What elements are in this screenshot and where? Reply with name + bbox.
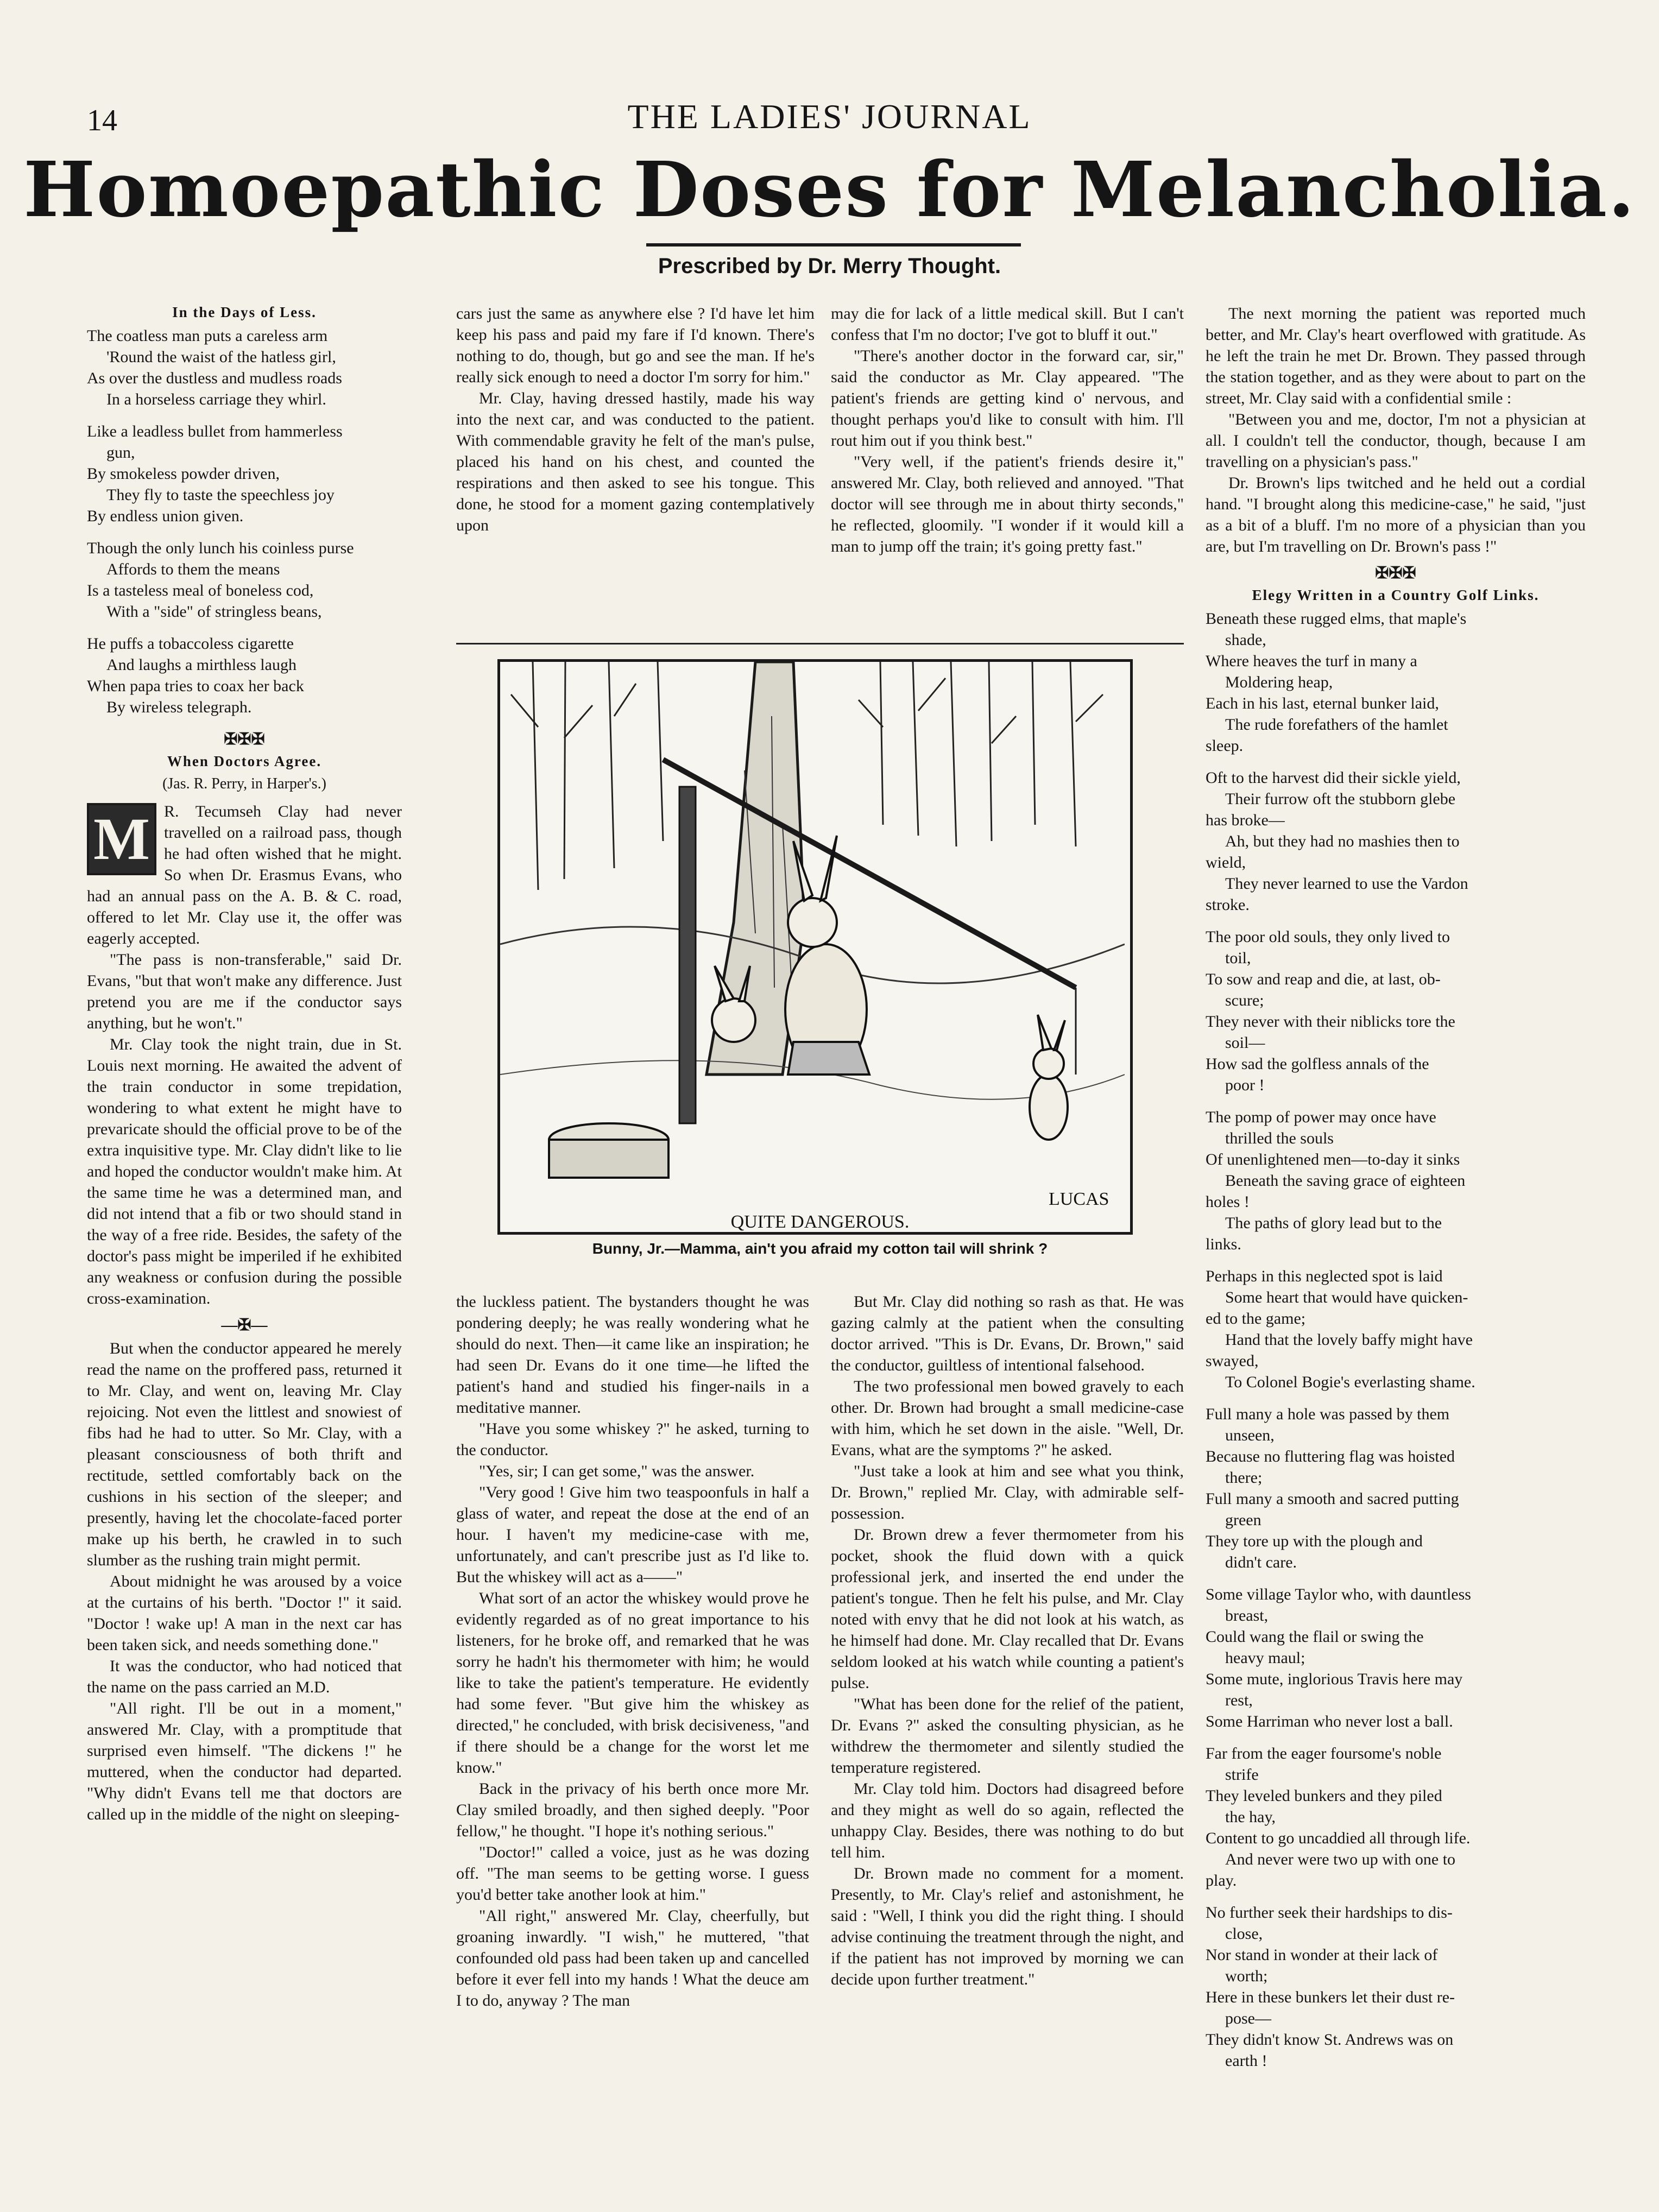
poem-line: Some Harriman who never lost a ball. xyxy=(1206,1712,1453,1731)
poem-line: Oft to the harvest did their sickle yield, xyxy=(1206,769,1461,787)
paragraph: "Very good ! Give him two teaspoonfuls in half a glass of water, and repeat the dose at the end of an hour. I haven't my medicine-case with me, unfortunately, and can't prescribe just as I'd like to. But the whiskey will act as a——" xyxy=(456,1483,809,1586)
poem-line: close, xyxy=(1225,1925,1263,1943)
poem-stanza xyxy=(87,421,402,527)
ornament-divider-2: ✠✠✠ xyxy=(1375,564,1416,582)
poem-line: there; xyxy=(1225,1469,1263,1487)
paragraph: "Have you some whiskey ?" he asked, turning to the conductor. xyxy=(456,1420,809,1459)
page-number: 14 xyxy=(87,104,117,137)
poem-line: gun, xyxy=(106,444,135,462)
paragraph: Dr. Brown drew a fever thermometer from his pocket, shook the fluid down with a quick professional jerk, and inserted the end under the patient's tongue. Then he felt his pulse, and Mr. Clay noted with envy that he did not look at his watch, as he himself had done. Mr. Clay recalled that Dr. Evans seldom looked at his watch while counting a patient's pulse. xyxy=(831,1526,1184,1692)
ornament-small: —✠— xyxy=(221,1316,268,1334)
story-col2-bottom xyxy=(456,1291,809,2011)
paragraph: may die for lack of a little medical skill. But I can't confess that I'm no doctor; I've got to bluff it out." xyxy=(831,305,1184,344)
poem-line: Their furrow oft the stubborn glebe xyxy=(1225,790,1456,808)
poem-line: poor ! xyxy=(1225,1076,1265,1095)
paragraph: cars just the same as anywhere else ? I'd have let him keep his pass and paid my fare if I'd known. There's nothing to do, though, but go and see the man. If he's really sick enough to need a doctor I'm sorry for him." xyxy=(456,305,815,386)
story-col2-top xyxy=(456,303,815,536)
poem-line: heavy maul; xyxy=(1225,1649,1305,1667)
poem-line: green xyxy=(1225,1511,1261,1530)
column-3-top xyxy=(831,303,1184,557)
poem-line: Though the only lunch his coinless purse xyxy=(87,539,354,558)
poem-line: Content to go uncaddied all through life. xyxy=(1206,1829,1471,1848)
poem-line: Full many a hole was passed by them xyxy=(1206,1405,1450,1424)
drop-cap: M xyxy=(87,803,156,875)
poem-line: Beneath these rugged elms, that maple's xyxy=(1206,610,1467,628)
story-col3-bottom xyxy=(831,1291,1184,1990)
poem-stanza xyxy=(1206,926,1586,1096)
paragraph: Mr. Clay took the night train, due in St. Louis next morning. He awaited the advent of the train conductor in some trepidation, wondering to what extent he might have to prevaricate should the official prove to be of the extra inquisitive type. Mr. Clay didn't like to lie and hoped the conductor wouldn't make him. At the same time he was a determined man, and did not intend that a fib or two should stand in the way of a free ride. Besides, the safety of the doctor's pass might be imperiled if he exhibited any weakness or confusion during the possible cross-examination. xyxy=(87,1035,402,1307)
poem-stanza xyxy=(1206,1902,1586,2071)
illustration-caption: QUITE DANGEROUS. xyxy=(730,1212,910,1232)
poem-line: Is a tasteless meal of boneless cod, xyxy=(87,582,314,600)
poem-line: holes ! xyxy=(1206,1193,1250,1211)
poem-stanza xyxy=(87,325,402,410)
poem-stanza xyxy=(87,538,402,622)
poem-line: When papa tries to coax her back xyxy=(87,677,304,696)
paragraph: "What has been done for the relief of the patient, Dr. Evans ?" asked the consulting physician, as he withdrew the thermometer and silently studied the temperature registered. xyxy=(831,1695,1184,1777)
poem-line: They leveled bunkers and they piled xyxy=(1206,1787,1442,1805)
story-col3-top xyxy=(831,303,1184,557)
page-headline: Homoepathic Doses for Melancholia. xyxy=(23,146,1636,235)
poem-line: No further seek their hardships to dis- xyxy=(1206,1904,1453,1922)
poem-line: Full many a smooth and sacred putting xyxy=(1206,1490,1459,1508)
poem-line: didn't care. xyxy=(1225,1553,1297,1572)
poem-line: The pomp of power may once have xyxy=(1206,1108,1436,1127)
poem-line: play. xyxy=(1206,1872,1237,1890)
poem-line: worth; xyxy=(1225,1967,1268,1986)
poem-line: Hand that the lovely baffy might have xyxy=(1225,1331,1473,1349)
poem2-body xyxy=(1206,608,1586,2071)
column-2-bottom xyxy=(456,1291,809,2011)
poem-line: Where heaves the turf in many a xyxy=(1206,652,1417,671)
poem-line: And never were two up with one to xyxy=(1225,1850,1456,1869)
poem-line: wield, xyxy=(1206,854,1246,872)
paragraph: It was the conductor, who had noticed that the name on the pass carried an M.D. xyxy=(87,1657,402,1696)
poem-line: They fly to taste the speechless joy xyxy=(106,486,335,504)
poem-line: By smokeless powder driven, xyxy=(87,465,280,483)
paragraph: "Just take a look at him and see what you think, Dr. Brown," replied Mr. Clay, with admirable self-possession. xyxy=(831,1462,1184,1522)
poem-stanza xyxy=(1206,1584,1586,1732)
poem-line: By wireless telegraph. xyxy=(106,698,252,717)
poem-line: soil— xyxy=(1225,1034,1265,1052)
poem-line: Beneath the saving grace of eighteen xyxy=(1225,1172,1466,1190)
story-col4 xyxy=(1206,303,1586,557)
poem-stanza xyxy=(87,633,402,718)
illustration xyxy=(497,659,1133,1235)
poem-line: To Colonel Bogie's everlasting shame. xyxy=(1225,1373,1475,1392)
poem-line: Far from the eager foursome's noble xyxy=(1206,1745,1442,1763)
column-2-top xyxy=(456,303,815,536)
column-4 xyxy=(1206,303,1586,2082)
poem-line: They didn't know St. Andrews was on xyxy=(1206,2031,1454,2049)
poem-line: And laughs a mirthless laugh xyxy=(106,656,297,674)
poem-line: rest, xyxy=(1225,1691,1253,1710)
poem-line: Some heart that would have quicken- xyxy=(1225,1288,1468,1307)
ornament-divider: ✠✠✠ xyxy=(224,730,265,749)
paragraph: Dr. Brown made no comment for a moment. Presently, to Mr. Clay's relief and astonishment, he said : "Well, I think you did the right thing. I should advise continuing the treatment through the night, and if the patient has not improved by morning we can decide upon further treatment." xyxy=(831,1865,1184,1988)
poem-line: Each in his last, eternal bunker laid, xyxy=(1206,694,1439,713)
story-title: When Doctors Agree. xyxy=(167,753,322,770)
paragraph: Mr. Clay, having dressed hastily, made his way into the next car, and was conducted to the patient. With commendable gravity he felt of the man's pulse, placed his hand on his chest, and counted the respirations and then asked to see his tongue. This done, he stood for a moment gazing contemplatively upon xyxy=(456,389,815,534)
poem-line: They never learned to use the Vardon xyxy=(1225,875,1468,893)
poem-line: swayed, xyxy=(1206,1352,1259,1370)
paragraph: Dr. Brown's lips twitched and he held out a cordial hand. "I brought along this medicine-case," he said, "just as a bit of a bluff. I'm no more of a physician than you are, but I'm travelling on Dr. Brown's pass !" xyxy=(1206,474,1586,555)
poem-line: scure; xyxy=(1225,991,1264,1010)
paragraph: "There's another doctor in the forward car, sir," said the conductor as Mr. Clay appeared. "The patient's friends are getting kind o' nervous, and thought perhaps you'd like to consult with him. I'll rout him out if you think best." xyxy=(831,347,1184,450)
byline: Prescribed by Dr. Merry Thought. xyxy=(658,254,1001,278)
paragraph: the luckless patient. The bystanders thought he was pondering deeply; he was really wondering what he should do next. Then—it came like an inspiration; he had seen Dr. Evans do it one time—he lifted the patient's hand and studied his finger-nails in a meditative manner. xyxy=(456,1293,809,1417)
poem-line: breast, xyxy=(1225,1607,1269,1625)
poem-line: Like a leadless bullet from hammerless xyxy=(87,422,343,441)
poem-line: Affords to them the means xyxy=(106,560,280,579)
paragraph: The next morning the patient was reported much better, and Mr. Clay's heart overflowed with gratitude. As he left the train he met Dr. Brown. They passed through the station together, and as they were about to part on the street, Mr. Clay said with a confidential smile : xyxy=(1206,305,1586,407)
poem-line: They never with their niblicks tore the xyxy=(1206,1013,1455,1031)
paragraph: "All right," answered Mr. Clay, cheerfully, but groaning inwardly. "I wish," he muttered, "that confounded old pass had been taken up and cancelled before it ever fell into my hands ! What the deuce am I to do, anyway ? The man xyxy=(456,1907,809,2009)
headline-rule xyxy=(646,243,1021,247)
poem1-title: In the Days of Less. xyxy=(172,304,317,320)
column-3-bottom xyxy=(831,1291,1184,1990)
poem-line: Some mute, inglorious Travis here may xyxy=(1206,1670,1463,1689)
paragraph: "All right. I'll be out in a moment," answered Mr. Clay, with a promptitude that surprised even himself. "The dickens !" he muttered, when the conductor had departed. "Why didn't Evans tell me that doctors are called up in the middle of the night on sleeping- xyxy=(87,1699,402,1823)
poem-line: stroke. xyxy=(1206,896,1250,914)
poem-line: Here in these bunkers let their dust re- xyxy=(1206,1988,1455,2007)
paragraph: About midnight he was aroused by a voice at the curtains of his berth. "Doctor !" it said. "Doctor ! wake up! A man in the next car has been taken sick, and needs something done." xyxy=(87,1572,402,1654)
poem-line: links. xyxy=(1206,1235,1241,1254)
poem-line: To sow and reap and die, at last, ob- xyxy=(1206,970,1441,989)
paragraph: But Mr. Clay did nothing so rash as that. He was gazing calmly at the patient when the consulting doctor arrived. "This is Dr. Evans, Dr. Brown," said the conductor, guiltless of intentional falsehood. xyxy=(831,1293,1184,1374)
poem-stanza xyxy=(1206,1743,1586,1891)
illustration-signature: LUCAS xyxy=(1049,1189,1109,1209)
paragraph: Mr. Clay told him. Doctors had disagreed before and they might as well do so again, reflected the unhappy Clay. Besides, there was nothing to do but tell him. xyxy=(831,1780,1184,1861)
story-col1-bottom xyxy=(87,1338,402,1825)
poem-line: Perhaps in this neglected spot is laid xyxy=(1206,1267,1443,1286)
poem-line: How sad the golfless annals of the xyxy=(1206,1055,1429,1073)
poem-line: In a horseless carriage they whirl. xyxy=(106,390,326,409)
poem-line: By endless union given. xyxy=(87,507,244,526)
poem-line: Nor stand in wonder at their lack of xyxy=(1206,1946,1438,1964)
poem-line: Of unenlightened men—to-day it sinks xyxy=(1206,1151,1460,1169)
poem-line: The coatless man puts a careless arm xyxy=(87,327,328,345)
illustration-rule xyxy=(456,643,1184,644)
poem-line: The rude forefathers of the hamlet xyxy=(1225,716,1448,734)
paragraph: The two professional men bowed gravely to each other. Dr. Brown had brought a small medicine-case with him, which he set down in the aisle. "Well, Dr. Evans, what are the symptoms ?" he asked. xyxy=(831,1377,1184,1459)
poem-line: toil, xyxy=(1225,949,1251,968)
poem-stanza xyxy=(1206,767,1586,915)
poem-line: The poor old souls, they only lived to xyxy=(1206,928,1450,946)
paragraph: But when the conductor appeared he merely read the name on the proffered pass, returned it to Mr. Clay, and went on, leaving Mr. Clay rejoicing. Not even the littlest and snowiest of fibs had he had to utter. So Mr. Clay, with a pleasant consciousness of both thrift and rectitude, settled comfortably back on the cushions in his section of the sleeper; and presently, having let the chocolate-faced porter make up his berth, he crawled in to such slumber as the rushing train might permit. xyxy=(87,1339,402,1569)
paragraph: "The pass is non-transferable," said Dr. Evans, "but that won't make any difference. Just pretend you are me if the conductor says anything, but he won't." xyxy=(87,950,402,1032)
illustration-subcaption: Bunny, Jr.—Mamma, ain't you afraid my cotton tail will shrink ? xyxy=(592,1240,1048,1257)
poem-line: earth ! xyxy=(1225,2052,1267,2070)
story-col1-top xyxy=(87,801,402,1309)
paragraph: "Between you and me, doctor, I'm not a physician at all. I couldn't tell the conductor, though, because I am travelling on a physician's pass." xyxy=(1206,410,1586,471)
poem-line: Moldering heap, xyxy=(1225,673,1333,692)
poem-line: Some village Taylor who, with dauntless xyxy=(1206,1585,1471,1604)
poem-line: has broke— xyxy=(1206,811,1285,830)
poem-line: Ah, but they had no mashies then to xyxy=(1225,832,1460,851)
poem-stanza xyxy=(1206,1266,1586,1393)
journal-title: THE LADIES' JOURNAL xyxy=(627,97,1032,136)
poem-line: thrilled the souls xyxy=(1225,1129,1334,1148)
poem-line: strife xyxy=(1225,1766,1259,1784)
poem-line: The paths of glory lead but to the xyxy=(1225,1214,1442,1233)
paragraph: "Very well, if the patient's friends desire it," answered Mr. Clay, both relieved and annoyed. "That doctor will see through me in about thirty seconds," he reflected, gloomily. "I wonder if it would kill a man to jump off the train; it's going pretty fast." xyxy=(831,453,1184,555)
poem-line: ed to the game; xyxy=(1206,1310,1306,1328)
poem-line: pose— xyxy=(1225,2009,1271,2028)
poem-line: Because no fluttering flag was hoisted xyxy=(1206,1448,1455,1466)
poem-line: As over the dustless and mudless roads xyxy=(87,369,342,388)
poem-line: With a "side" of stringless beans, xyxy=(106,603,322,621)
poem-line: sleep. xyxy=(1206,737,1244,755)
column-1 xyxy=(87,303,402,1825)
paragraph: R. Tecumseh Clay had never travelled on a railroad pass, though he had often wished that he might. So when Dr. Erasmus Evans, who had an annual pass on the A. B. & C. road, offered to let Mr. Clay use it, the offer was eagerly accepted. xyxy=(87,802,402,947)
poem-stanza xyxy=(1206,608,1586,756)
paragraph: What sort of an actor the whiskey would prove he evidently regarded as of no great importance to his listeners, for he broke off, and remarked that he was sorry he hadn't his thermometer with him; he would like to take the patient's temperature. He evidently had some fever. "But give him the whiskey as directed," he concluded, with brisk decisiveness, "and if there should be a change for the worst let me know." xyxy=(456,1589,809,1777)
poem-stanza xyxy=(1206,1404,1586,1573)
paragraph: "Yes, sir; I can get some," was the answer. xyxy=(479,1462,755,1480)
paragraph: "Doctor!" called a voice, just as he was dozing off. "The man seems to be getting worse. I guess you'd better take another look at him." xyxy=(456,1843,809,1904)
poem-line: the hay, xyxy=(1225,1808,1276,1827)
story-source: (Jas. R. Perry, in Harper's.) xyxy=(162,775,326,793)
poem-line: He puffs a tobaccoless cigarette xyxy=(87,635,294,653)
paragraph: Back in the privacy of his berth once more Mr. Clay smiled broadly, and then sighed deeply. "Poor fellow," he thought. "I hope it's nothing serious." xyxy=(456,1780,809,1840)
poem-line: shade, xyxy=(1225,631,1266,649)
poem1-body xyxy=(87,325,402,718)
poem-line: Could wang the flail or swing the xyxy=(1206,1628,1424,1646)
poem2-title: Elegy Written in a Country Golf Links. xyxy=(1252,587,1540,603)
poem-stanza xyxy=(1206,1107,1586,1255)
poem-line: 'Round the waist of the hatless girl, xyxy=(106,348,336,366)
poem-line: unseen, xyxy=(1225,1426,1275,1445)
illustration-drawing xyxy=(500,662,1125,1227)
poem-line: They tore up with the plough and xyxy=(1206,1532,1423,1551)
